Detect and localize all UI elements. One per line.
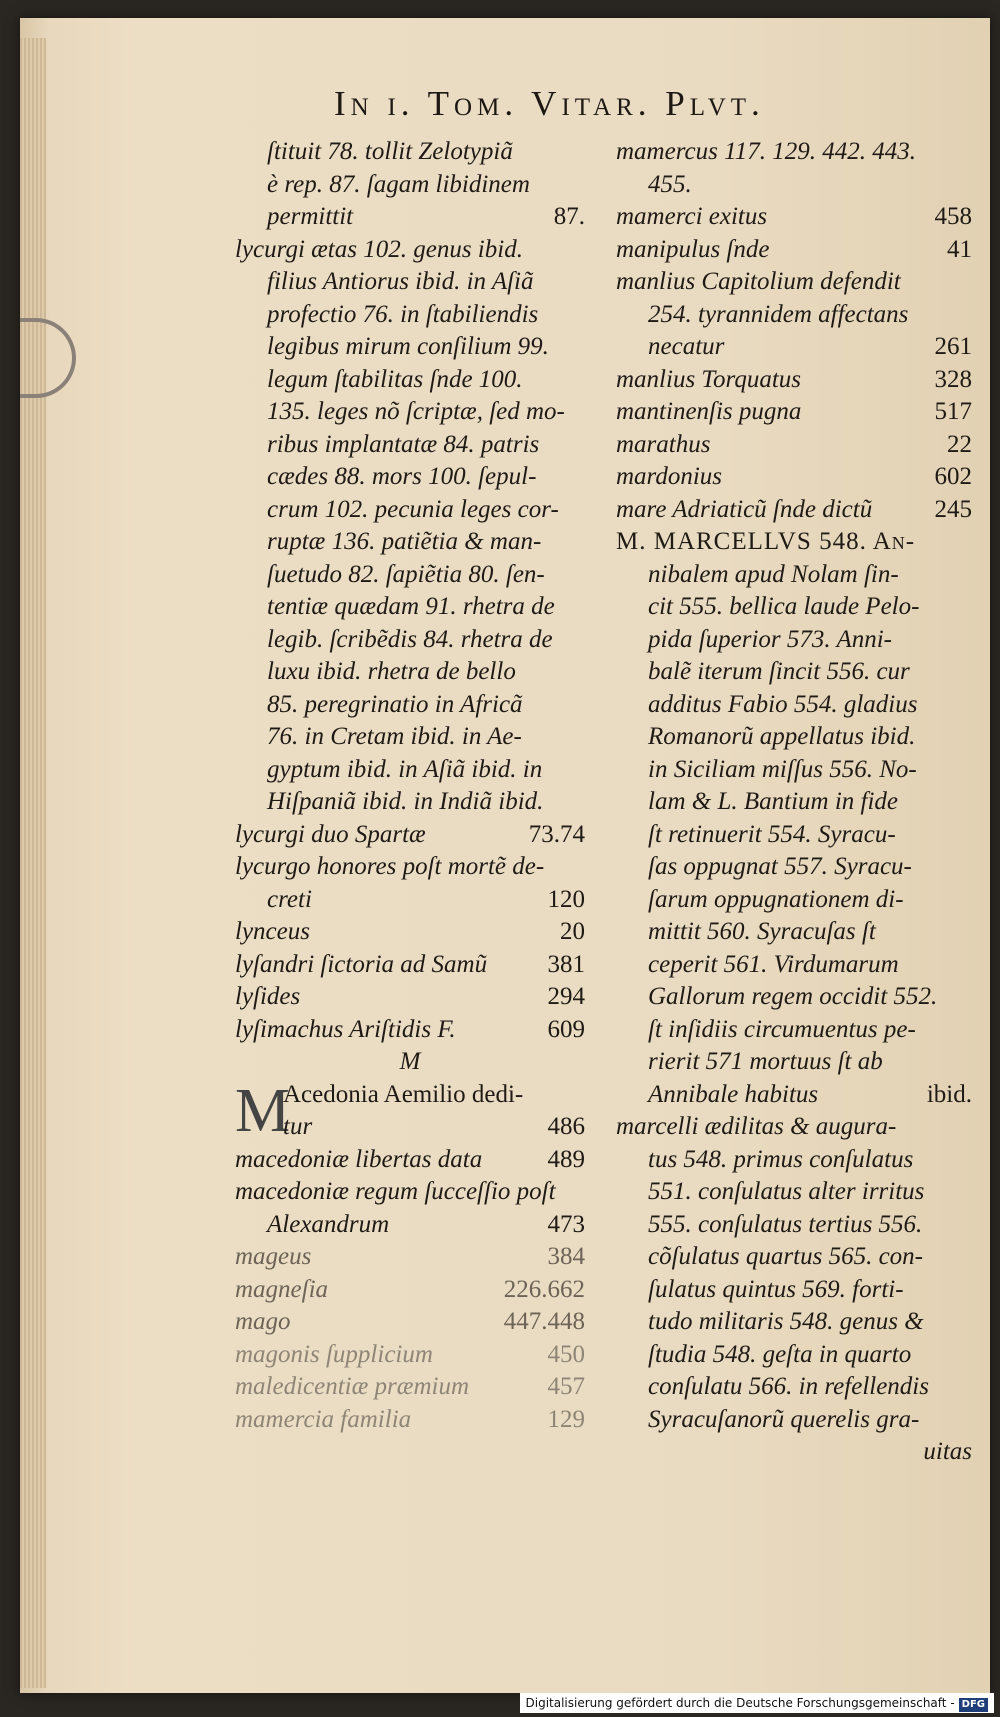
index-entry	[235, 981, 585, 1014]
entry-text: lynceus	[235, 918, 310, 945]
entry-text: ceperit 561. Virdumarum	[648, 950, 899, 978]
index-entry	[235, 559, 585, 592]
entry-text: maledicentiæ præmium	[235, 1373, 470, 1400]
entry-text: necatur	[648, 333, 725, 360]
entry-text: lycurgo honores poſt mortẽ de-	[235, 853, 545, 880]
entry-text: legibus mirum conſilium 99.	[267, 333, 549, 360]
index-entry	[616, 234, 972, 267]
book-page	[20, 18, 990, 1693]
entry-text: tentiæ quædam 91. rhetra de	[267, 593, 555, 620]
entry-text: uitas	[923, 1438, 972, 1465]
index-entry	[616, 1176, 972, 1209]
index-entry	[235, 201, 585, 234]
index-entry	[235, 1371, 585, 1404]
entry-text: conſulatu 566. in refellendis	[648, 1373, 929, 1400]
index-entry	[616, 169, 972, 202]
entry-text: crum 102. pecunia leges cor-	[267, 495, 559, 523]
entry-text: ruptæ 136. patiẽtia & man-	[267, 528, 542, 555]
entry-page-number: 602	[934, 463, 972, 490]
index-entry	[235, 949, 585, 982]
entry-text: 455.	[648, 170, 692, 198]
entry-text: marathus	[616, 430, 711, 458]
index-entry	[616, 1339, 972, 1372]
entry-text: gyptum ibid. in Aſiã ibid. in	[267, 755, 543, 783]
entry-text: mamercia familia	[235, 1405, 412, 1433]
index-entry	[616, 624, 972, 657]
entry-page-number: 517	[934, 398, 972, 425]
entry-page-number: 226.662	[503, 1275, 585, 1303]
index-entry	[616, 429, 972, 462]
entry-text: mantinenſis pugna	[616, 398, 802, 425]
entry-page-number: 384	[547, 1243, 585, 1270]
entry-text: ribus implantatæ 84. patris	[267, 430, 540, 458]
index-entry	[616, 1306, 972, 1339]
entry-page-number: 473	[547, 1210, 585, 1238]
entry-text: lyſandri ſictoria ad Samũ	[235, 950, 488, 978]
index-entry	[616, 136, 972, 169]
entry-text: tudo militaris 548. genus &	[648, 1308, 924, 1335]
entry-text: legib. ſcribẽdis 84. rhetra de	[267, 625, 553, 653]
index-entry	[235, 786, 585, 819]
entry-page-number: 120	[547, 885, 585, 913]
index-entry	[235, 819, 585, 852]
entry-text: cõſulatus quartus 565. con-	[648, 1243, 923, 1270]
page-clip	[20, 318, 76, 398]
index-entry	[616, 494, 972, 527]
running-header: In i. Tom. Vitar. Plvt.	[334, 84, 765, 123]
entry-text: mare Adriaticũ ſnde dictũ	[616, 495, 873, 523]
index-entry	[616, 1436, 972, 1469]
entry-page-number: ibid.	[926, 1080, 972, 1108]
entry-text: tus 548. primus conſulatus	[648, 1145, 914, 1173]
entry-text: 135. leges nõ ſcriptæ, ſed mo-	[267, 398, 565, 425]
entry-text: ſt inſidiis circumuentus pe-	[648, 1015, 916, 1043]
index-entry	[616, 461, 972, 494]
entry-page-number: 87.	[553, 203, 585, 230]
index-entry	[235, 1209, 585, 1242]
index-entry	[235, 624, 585, 657]
entry-text: M. MARCELLVS 548. An-	[616, 528, 916, 555]
entry-text: mardonius	[616, 463, 723, 490]
index-entry	[235, 884, 585, 917]
entry-page-number: 22	[947, 430, 972, 458]
index-entry	[616, 981, 972, 1014]
entry-text: ſuetudo 82. ſapiẽtia 80. ſen-	[267, 560, 545, 588]
entry-page-number: 381	[547, 950, 585, 978]
index-entry	[616, 1371, 972, 1404]
entry-text: profectio 76. in ſtabiliendis	[267, 300, 539, 328]
entry-text: Gallorum regem occidit 552.	[648, 983, 938, 1010]
entry-text: manipulus ſnde	[616, 235, 770, 263]
entry-page-number: 129	[547, 1405, 585, 1433]
index-entry	[616, 526, 972, 559]
index-entry	[616, 396, 972, 429]
index-entry	[235, 526, 585, 559]
entry-text: ſulatus quintus 569. forti-	[648, 1275, 904, 1303]
entry-text: 555. conſulatus tertius 556.	[648, 1210, 923, 1238]
index-entry	[235, 721, 585, 754]
index-entry	[235, 689, 585, 722]
entry-page-number: 609	[547, 1015, 585, 1043]
index-entry	[616, 656, 972, 689]
index-entry	[616, 884, 972, 917]
entry-text: Hiſpaniã ibid. in Indiã ibid.	[267, 788, 544, 815]
index-entry	[616, 1144, 972, 1177]
entry-text: cædes 88. mors 100. ſepul-	[267, 463, 537, 490]
entry-text: lyſimachus Ariſtidis F.	[235, 1015, 456, 1043]
index-entry	[616, 1046, 972, 1079]
entry-page-number: 447.448	[503, 1308, 585, 1335]
entry-text: mittit 560. Syracuſas ſt	[648, 918, 876, 945]
index-entry	[616, 364, 972, 397]
entry-text: luxu ibid. rhetra de bello	[267, 658, 516, 685]
index-entry	[235, 916, 585, 949]
entry-text: balẽ iterum ſincit 556. cur	[648, 658, 910, 685]
entry-text: 76. in Cretam ibid. in Ae-	[267, 723, 522, 750]
entry-text: mageus	[235, 1243, 312, 1270]
index-entry	[616, 1274, 972, 1307]
entry-text: magonis ſupplicium	[235, 1340, 433, 1368]
entry-text: additus Fabio 554. gladius	[648, 690, 918, 718]
entry-page-number: 458	[934, 203, 972, 230]
entry-text: marcelli ædilitas & augura-	[616, 1113, 897, 1140]
index-entry	[235, 461, 585, 494]
entry-page-number: 450	[547, 1340, 585, 1368]
entry-text: ſas oppugnat 557. Syracu-	[648, 853, 912, 880]
index-entry	[235, 1306, 585, 1339]
index-entry	[616, 916, 972, 949]
index-entry	[235, 656, 585, 689]
entry-text: in Siciliam miſſus 556. No-	[648, 755, 917, 783]
entry-text: Annibale habitus	[648, 1080, 819, 1108]
entry-text: ſtudia 548. geſta in quarto	[648, 1340, 912, 1368]
entry-text: filius Antiorus ibid. in Aſiã	[267, 268, 534, 295]
index-entry	[616, 949, 972, 982]
index-entry	[235, 364, 585, 397]
entry-text: Syracuſanorũ querelis gra-	[648, 1405, 920, 1433]
entry-text: 85. peregrinatio in Africã	[267, 690, 523, 718]
index-entry	[616, 1209, 972, 1242]
entry-page-number: 261	[934, 333, 972, 360]
index-entry	[235, 1339, 585, 1372]
section-letter: M	[399, 1048, 421, 1075]
dropcap-entry	[235, 1076, 585, 1145]
index-entry	[235, 429, 585, 462]
index-entry	[616, 819, 972, 852]
index-entry	[616, 1111, 972, 1144]
right-column	[616, 136, 972, 1469]
index-entry	[235, 591, 585, 624]
index-entry	[616, 1014, 972, 1047]
index-entry	[235, 234, 585, 267]
entry-text: ſt retinuerit 554. Syracu-	[648, 820, 896, 848]
index-entry	[616, 1241, 972, 1274]
index-entry	[616, 559, 972, 592]
index-entry	[235, 1176, 585, 1209]
entry-text: manlius Torquatus	[616, 365, 802, 393]
left-column	[235, 136, 585, 1436]
entry-page-number: 245	[934, 495, 972, 523]
dropcap-line-2: tur 486	[283, 1113, 585, 1140]
index-entry	[235, 754, 585, 787]
entry-text: lycurgi duo Spartæ	[235, 820, 426, 848]
entry-text: manlius Capitolium defendit	[616, 268, 901, 295]
index-entry	[235, 1404, 585, 1437]
entry-text: mamercus 117. 129. 442. 443.	[616, 138, 916, 165]
entry-text: creti	[267, 885, 312, 913]
index-entry	[235, 1144, 585, 1177]
index-entry	[616, 201, 972, 234]
entry-text: macedoniæ libertas data	[235, 1145, 483, 1173]
entry-text: macedoniæ regum ſucceſſio poſt	[235, 1178, 556, 1205]
entry-page-number: 294	[547, 983, 585, 1010]
index-entry	[235, 851, 585, 884]
dropcap-line-1: Acedonia Aemilio dedi-	[283, 1080, 524, 1108]
index-entry	[616, 1404, 972, 1437]
entry-page-number: 20	[560, 918, 585, 945]
entry-page-number: 73.74	[528, 820, 585, 848]
entry-text: Romanorũ appellatus ibid.	[648, 723, 916, 750]
entry-text: 551. conſulatus alter irritus	[648, 1178, 925, 1205]
entry-page-number: 489	[547, 1145, 585, 1173]
index-entry	[235, 396, 585, 429]
index-entry	[235, 1274, 585, 1307]
entry-text: nibalem apud Nolam ſin-	[648, 560, 899, 588]
entry-text: mago	[235, 1308, 291, 1335]
entry-text: ſarum oppugnationem di-	[648, 885, 904, 913]
dfg-logo: DFG	[959, 1698, 988, 1712]
digitization-footer	[520, 1693, 995, 1713]
index-entry	[235, 136, 585, 169]
footer-text: Digitalisierung gefördert durch die Deutsche Forschungsgemeinschaft -	[525, 1696, 955, 1710]
entry-page-number: 457	[547, 1373, 585, 1400]
entry-page-number: 41	[947, 235, 972, 263]
entry-text: 254. tyrannidem affectans	[648, 300, 909, 328]
index-entry	[235, 494, 585, 527]
entry-text: mamerci exitus	[616, 203, 768, 230]
entry-text: ſtituit 78. tollit Zelotypiã	[267, 138, 513, 165]
index-entry	[616, 591, 972, 624]
index-entry	[616, 754, 972, 787]
index-entry	[235, 1241, 585, 1274]
index-entry	[235, 299, 585, 332]
index-entry	[616, 331, 972, 364]
index-entry	[616, 266, 972, 299]
index-entry	[616, 1079, 972, 1112]
entry-text: rierit 571 mortuus ſt ab	[648, 1048, 883, 1075]
index-entry	[616, 851, 972, 884]
index-entry	[235, 1014, 585, 1047]
entry-text: permittit	[267, 203, 354, 230]
entry-page-number: 328	[934, 365, 972, 393]
index-entry	[616, 721, 972, 754]
index-entry	[235, 331, 585, 364]
dropcap: M	[235, 1076, 291, 1145]
index-entry	[616, 786, 972, 819]
page-edge	[20, 38, 46, 1688]
entry-text: Alexandrum	[267, 1210, 390, 1238]
entry-text: lyſides	[235, 983, 301, 1010]
entry-text: legum ſtabilitas ſnde 100.	[267, 365, 523, 393]
index-entry	[616, 299, 972, 332]
index-entry	[235, 169, 585, 202]
entry-text: è rep. 87. ſagam libidinem	[267, 170, 530, 198]
entry-text: lam & L. Bantium in fide	[648, 788, 898, 815]
index-entry	[235, 266, 585, 299]
entry-text: magneſia	[235, 1275, 329, 1303]
index-entry	[616, 689, 972, 722]
entry-text: lycurgi ætas 102. genus ibid.	[235, 235, 523, 263]
entry-text: pida ſuperior 573. Anni-	[648, 625, 892, 653]
entry-text: cit 555. bellica laude Pelo-	[648, 593, 920, 620]
